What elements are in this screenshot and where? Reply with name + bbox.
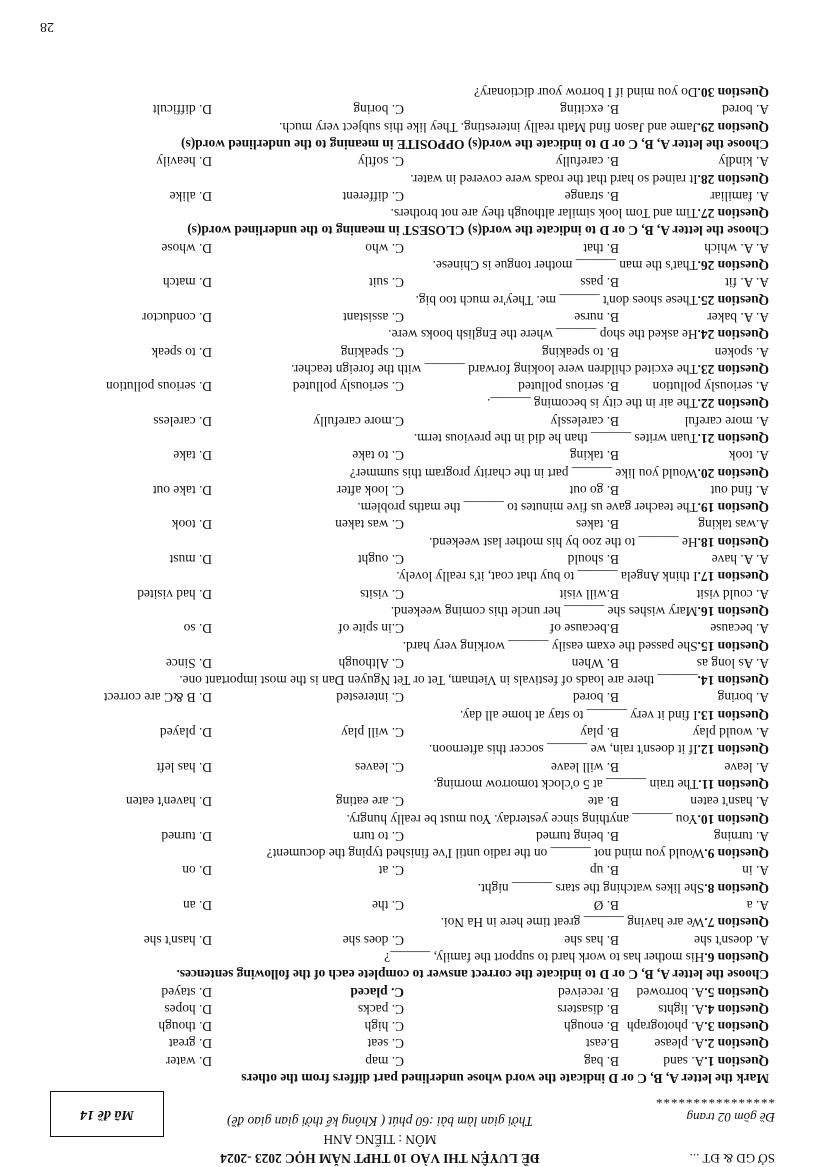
option-b: B. bored: [572, 690, 619, 706]
option-d: D. hasn't she: [143, 932, 212, 948]
question-number: Question 28.: [697, 171, 769, 187]
option-c: C. ought: [357, 552, 404, 568]
question-stem-line: [49, 914, 769, 931]
question-number: Question 9.: [704, 846, 769, 862]
options-row: [49, 724, 769, 741]
option-a: A. A. which: [704, 240, 769, 256]
option-c: C. was taken: [335, 517, 404, 533]
options-row: [49, 689, 769, 706]
question-number: Question 19.: [697, 500, 769, 516]
question-number: Question 30.: [697, 85, 769, 101]
question-stem: He ______ to the zoo by his mother last weekend.: [429, 534, 698, 550]
options-row: [49, 828, 769, 845]
option-a: A. spoken: [714, 344, 769, 360]
options-row: [49, 101, 769, 118]
question-stem: She passed the exam easily ______ working very hard.: [402, 638, 698, 654]
question-stem-line: [49, 464, 769, 481]
option-c: C. does she: [342, 932, 404, 948]
question-row: [49, 1018, 769, 1035]
option-b: B. received: [558, 984, 619, 1000]
question-stem: Mary wishes she ______ her uncle this coming weekend.: [390, 603, 698, 619]
question-number: Question 12.: [697, 742, 769, 758]
question-stem: If it doesn't rain, we ______ soccer this afternoon.: [428, 742, 698, 758]
question-stem: Would you like ______ part in the charity program this summer?: [349, 465, 698, 481]
option-a: A. could visit: [696, 586, 769, 602]
option-a: A. A. fit: [725, 275, 769, 291]
option-a: A. please: [654, 1036, 705, 1052]
question-stem-line: [49, 879, 769, 896]
school-name: SỞ GD & ĐT ...: [689, 1151, 775, 1166]
option-b: B. play: [580, 725, 619, 741]
option-c: C. different: [342, 188, 404, 204]
option-a: A. in: [742, 863, 769, 879]
option-a: A. boring: [717, 690, 769, 706]
question-number: Question 18.: [697, 534, 769, 550]
option-b: B.east: [585, 1036, 619, 1052]
question-stem-line: [49, 568, 769, 585]
option-a: A. took: [728, 448, 769, 464]
question-stem: Tim and Tom look similar although they are not brothers.: [390, 206, 698, 222]
option-d: D. careless: [153, 413, 212, 429]
question-number: Question 26.: [697, 258, 769, 274]
option-d: D. Since: [165, 655, 212, 671]
question-stem-line: [49, 499, 769, 516]
question-row: [49, 1052, 769, 1069]
option-d: D. to speak: [151, 344, 212, 360]
question-stem: Would you mind not ______ on the radio until I've finished typing the document?: [266, 846, 705, 862]
question-number: Question 7.: [704, 915, 769, 931]
option-a: A. more careful: [684, 413, 769, 429]
question-number: Question 22.: [697, 396, 769, 412]
option-d: D. alike: [169, 188, 212, 204]
question-stem: That's the man ______ mother tongue is Chinese.: [432, 258, 698, 274]
question-row: [49, 1001, 769, 1018]
question-number: Question 23.: [697, 361, 769, 377]
option-d: D. though: [158, 1019, 212, 1035]
option-a: A. A. baker: [707, 309, 769, 325]
option-c: C. seat: [367, 1036, 404, 1052]
option-b: B. that: [583, 240, 619, 256]
option-b: B. up: [589, 863, 619, 879]
option-b: B. should: [567, 552, 619, 568]
options-row: [49, 655, 769, 672]
options-row: [49, 482, 769, 499]
options-row: [49, 758, 769, 775]
question-stem-line: [49, 395, 769, 412]
question-stem-line: [49, 672, 769, 689]
question-stem-line: [49, 810, 769, 827]
option-d: D. so: [183, 621, 212, 637]
option-c: C.in spite of: [338, 621, 404, 637]
option-a: A. familiar: [710, 188, 769, 204]
question-stem: These shoes don't ______ me. They're much too big.: [415, 292, 698, 308]
option-c: C. packs: [357, 1001, 404, 1017]
question-number: Question 27.: [697, 206, 769, 222]
question-stem: The train ______ at 5 o'clock tomorrow morning.: [433, 776, 699, 792]
option-d: D. has left: [156, 759, 212, 775]
option-c: C. to turn: [353, 828, 404, 844]
question-row: [49, 1035, 769, 1052]
exam-title-block: [170, 1113, 590, 1167]
option-c: C. interested: [336, 690, 404, 706]
options-row: [49, 516, 769, 533]
question-number: Question 15.: [697, 638, 769, 654]
option-a: A. kindly: [718, 154, 769, 170]
question-stem: You ______ anything since yesterday. You must be really hungry.: [346, 811, 698, 827]
option-c: C. suit: [369, 275, 404, 291]
question-number: Question 8.: [704, 880, 769, 896]
section-instruction: Choose the letter A, B, C or D to indicate the word(s) OPPOSITE in meaning to the underlined word(s): [181, 136, 769, 152]
question-stem-line: [49, 84, 769, 101]
question-stem-line: [49, 361, 769, 378]
options-row: [49, 897, 769, 914]
options-row: [49, 447, 769, 464]
question-number: Question 11.: [698, 776, 769, 792]
question-stem: The excited children were looking forward ______ with the foreign teacher.: [291, 361, 698, 377]
question-number: Question 3.: [704, 1019, 769, 1035]
option-d: D. heavily: [156, 154, 212, 170]
option-a: A. photograph: [626, 1019, 705, 1035]
question-stem: She likes watching the stars ______ night.: [477, 880, 705, 896]
question-number: Question 21.: [697, 431, 769, 447]
option-b: B. nurse: [574, 309, 619, 325]
option-c: C. look after: [336, 482, 404, 498]
question-stem: His mother has to work hard to support the family, ______?: [384, 949, 705, 965]
option-a: A. As long as: [696, 655, 769, 671]
question-number: Question 25.: [697, 292, 769, 308]
question-stem: We are having ______ great time here in Ha Noi.: [440, 915, 705, 931]
option-b: B. Ø: [593, 898, 619, 914]
school-info: [565, 1091, 775, 1167]
option-d: D. played: [159, 725, 212, 741]
option-d: D. B &C are correct: [103, 690, 212, 706]
option-a: A. doesn't she: [694, 932, 769, 948]
section-instruction: Mark the letter A, B, C or D indicate the word whose underlined part differs from the others: [241, 1071, 769, 1086]
options-row: [49, 188, 769, 205]
option-d: D. difficult: [152, 102, 212, 118]
option-d: D. take out: [152, 482, 212, 498]
option-c: C. placed: [350, 984, 404, 1000]
option-d: D. match: [162, 275, 212, 291]
question-number: Question 20.: [697, 465, 769, 481]
option-a: A. sand: [663, 1053, 705, 1069]
question-stem-line: [49, 637, 769, 654]
question-stem: The air in the city is becoming ______.: [487, 396, 698, 412]
exam-header: [0, 1075, 825, 1167]
exam-time-note: Thời gian làm bài :60 phút ( Không kể thời gian giao đề): [227, 1114, 533, 1130]
question-stem: It rained so hard that the roads were covered in water.: [410, 171, 698, 187]
antonym-questions: [49, 84, 769, 136]
question-stem-line: [49, 326, 769, 343]
option-d: D. serious pollution: [105, 379, 212, 395]
question-number: Question 1.: [704, 1053, 769, 1069]
option-a: A. bored: [722, 102, 769, 118]
option-b: B. enough: [563, 1019, 619, 1035]
question-stem-line: [49, 257, 769, 274]
option-d: D. haven't eaten: [125, 794, 212, 810]
option-d: D. take: [173, 448, 212, 464]
option-c: C.more carefully: [313, 413, 404, 429]
question-stem-line: [49, 534, 769, 551]
pages-note: Đề gồm 02 trang: [686, 1109, 775, 1125]
synonym-questions: [49, 153, 769, 222]
option-b: B. takes: [575, 517, 619, 533]
options-row: [49, 239, 769, 256]
question-stem-line: [49, 706, 769, 723]
exam-code-box: [50, 1091, 164, 1137]
options-row: [49, 620, 769, 637]
option-c: C. to take: [352, 448, 404, 464]
question-stem-line: [49, 291, 769, 308]
option-a: A. a: [746, 898, 769, 914]
option-a: A. leave: [724, 759, 769, 775]
option-a: A. A. have: [711, 552, 769, 568]
exam-subject: MÔN : TIẾNG ANH: [323, 1131, 437, 1147]
question-stem-line: [49, 205, 769, 222]
exam-content: [49, 84, 769, 1087]
option-d: D. conductor: [142, 309, 212, 325]
option-b: B. bag: [584, 1053, 619, 1069]
option-c: C. visits: [360, 586, 404, 602]
question-stem-line: [49, 603, 769, 620]
option-a: A.was taking: [698, 517, 769, 533]
option-c: C. leaves: [354, 759, 404, 775]
option-b: B. exciting: [560, 102, 619, 118]
question-stem-line: [49, 118, 769, 135]
option-d: D. had visited: [137, 586, 212, 602]
question-number: Question 14.: [697, 673, 769, 689]
option-d: D. whose: [161, 240, 212, 256]
exam-title: ĐỀ LUYỆN THI VÀO 10 THPT NĂM HỌC 2023 -2024: [220, 1151, 540, 1166]
option-b: B. carefully: [555, 154, 619, 170]
options-row: [49, 862, 769, 879]
stars-divider: ****************: [655, 1092, 775, 1108]
options-row: [49, 343, 769, 360]
option-c: C. at: [378, 863, 404, 879]
question-number: Question 16.: [697, 603, 769, 619]
section-instruction: Choose the letter A, B, C or D to indicate the correct answer to complete each of the following sentences.: [176, 967, 769, 983]
option-d: D. stayed: [161, 984, 212, 1000]
question-stem: He asked the shop ______ where the English books were.: [388, 327, 698, 343]
question-number: Question 29.: [697, 119, 769, 135]
option-b: B.because of: [549, 621, 619, 637]
options-row: [49, 793, 769, 810]
option-d: D. turned: [161, 828, 212, 844]
option-b: B. serious polluted: [518, 379, 619, 395]
question-stem: I find it very ______ to stay at home all day.: [460, 707, 698, 723]
option-b: B. taking: [569, 448, 619, 464]
option-c: C. will play: [341, 725, 404, 741]
options-row: [49, 378, 769, 395]
question-stem-line: [49, 776, 769, 793]
option-b: B. pass: [580, 275, 619, 291]
option-c: C. Although: [338, 655, 404, 671]
section-instruction: Choose the letter A, B, C or D to indicate the word(s) CLOSEST in meaning to the underlined word(s): [187, 223, 769, 239]
option-c: C. seriously polluted: [292, 379, 404, 395]
option-b: B. will leave: [550, 759, 619, 775]
question-number: Question 2.: [704, 1036, 769, 1052]
question-stem: ______ there are loads of festivals in Vietnam, Tet or Tet Nguyen Dan is the most important one.: [179, 673, 698, 689]
question-stem: Jame and Jason find Math really interesting. They like this subject very much.: [279, 119, 698, 135]
option-d: D. an: [182, 898, 212, 914]
option-a: A. because: [710, 621, 769, 637]
option-b: B. strange: [564, 188, 619, 204]
option-b: B. When: [571, 655, 619, 671]
question-stem: Do you mind if I borrow your dictionary?: [474, 85, 698, 101]
options-row: [49, 585, 769, 602]
exam-code: Mã đề 14: [80, 1106, 134, 1122]
question-stem-line: [49, 741, 769, 758]
option-d: D. took: [171, 517, 212, 533]
option-c: C. are eating: [335, 794, 404, 810]
question-number: Question 24.: [697, 327, 769, 343]
option-c: C. speaking: [340, 344, 404, 360]
question-stem: I think Angela ______ to buy that coat, it's really lovely.: [396, 569, 698, 585]
options-row: [49, 412, 769, 429]
option-c: C. high: [364, 1019, 404, 1035]
option-d: D. on: [182, 863, 212, 879]
option-c: C. assistant: [342, 309, 404, 325]
option-d: D. great: [168, 1036, 212, 1052]
question-stem-line: [49, 430, 769, 447]
option-a: A. hasn't eaten: [690, 794, 769, 810]
option-b: B. ate: [587, 794, 619, 810]
options-row: [49, 551, 769, 568]
option-c: C. who: [365, 240, 404, 256]
option-a: A. would play: [692, 725, 769, 741]
option-b: B. has she: [564, 932, 619, 948]
option-b: B. go out: [569, 482, 619, 498]
question-number: Question 4.: [704, 1001, 769, 1017]
option-a: A. borrowed: [636, 984, 705, 1000]
option-d: D. hopes: [164, 1001, 212, 1017]
option-d: D. must: [169, 552, 212, 568]
option-c: C. boring: [353, 102, 404, 118]
options-row: [49, 274, 769, 291]
question-stem: Tuan writes ______ than he did in the previous term.: [413, 431, 698, 447]
question-stem-line: [49, 949, 769, 966]
option-c: C. the: [372, 898, 404, 914]
option-a: A. seriously pollution: [652, 379, 769, 395]
option-d: D. water: [165, 1053, 212, 1069]
option-b: B. to speaking: [542, 344, 619, 360]
question-number: Question 13.: [697, 707, 769, 723]
option-b: B. being turned: [536, 828, 619, 844]
options-row: [49, 309, 769, 326]
option-c: C. softly: [357, 154, 404, 170]
option-a: A. lights: [658, 1001, 705, 1017]
option-b: B. disasters: [557, 1001, 619, 1017]
options-row: [49, 153, 769, 170]
grammar-questions: [49, 239, 769, 965]
page-number: 28: [40, 19, 54, 35]
option-b: B. carelessly: [550, 413, 619, 429]
question-number: Question 6.: [704, 949, 769, 965]
question-stem: The teacher gave us five minutes to ______ the maths problem.: [357, 500, 698, 516]
question-stem-line: [49, 845, 769, 862]
question-row: [49, 983, 769, 1000]
question-number: Question 5.: [704, 984, 769, 1000]
option-a: A. turning: [713, 828, 769, 844]
question-number: Question 17.: [697, 569, 769, 585]
option-a: A. find out: [710, 482, 769, 498]
option-c: C. map: [365, 1053, 404, 1069]
options-row: [49, 931, 769, 948]
option-b: B.will visit: [559, 586, 619, 602]
question-stem-line: [49, 170, 769, 187]
question-number: Question 10.: [697, 811, 769, 827]
